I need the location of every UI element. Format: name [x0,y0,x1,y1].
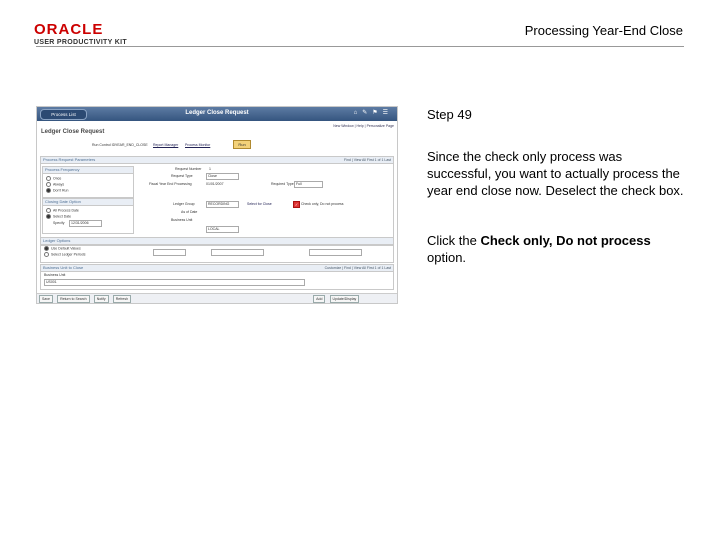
specify-label: Specify [53,221,65,225]
process-list-button[interactable]: Process List [40,109,87,120]
notify-button[interactable]: Notify [94,295,109,303]
request-number-value: 1 [209,167,211,171]
use-default-option[interactable]: Use Default Values [44,246,81,251]
instruction-text: Since the check only process was successful, you want to actually process the year end close now. Deselect the check box. [427,149,684,198]
closing-date-option-box [42,198,134,234]
business-unit-label: Business Unit [171,218,193,222]
request-number-label: Request Number [175,167,202,171]
radio-icon [46,182,51,187]
header-links[interactable]: New Window | Help | Personalize Page [333,124,394,128]
run-button[interactable]: Run [233,140,251,149]
page-footer [37,293,397,303]
update-display-button[interactable]: Update/Display [330,295,360,303]
radio-selected-icon [46,188,51,193]
process-frequency-title: Process Frequency [43,167,133,174]
business-unit-header [41,265,393,272]
ledger-options-panel [40,237,394,263]
save-button[interactable]: Save [39,295,53,303]
instruction-action: Click the Check only, Do not process option. [427,233,651,265]
request-type-select[interactable]: Close [206,173,239,180]
ledger-option-field-3[interactable] [309,249,362,256]
report-manager-link[interactable]: Report Manager [153,143,179,147]
ledger-option-field-2[interactable] [211,249,264,256]
business-unit-nav[interactable]: Customize | Find | View All First 1 of 1 Last [324,266,391,270]
refresh-button[interactable]: Refresh [113,295,131,303]
return-to-search-button[interactable]: Return to Search [57,295,89,303]
fiscal-date-label: Fiscal Year End Processing [149,182,192,186]
oracle-upk-logo [34,22,127,46]
ledger-field[interactable]: LOCAL [206,226,239,233]
app-title-bar [37,107,397,121]
panel-nav[interactable]: Find | View All First 1 of 1 Last [344,158,391,162]
toolbar-icons[interactable]: ⌂✎⚑☰ [353,110,393,116]
freq-always-option[interactable]: Always [46,182,64,187]
ledger-option-field-1[interactable] [153,249,186,256]
document-title: Processing Year-End Close [524,23,683,38]
radio-icon [44,252,49,257]
request-type-label: Request Type [171,174,193,178]
process-monitor-link[interactable]: Process Monitor [185,143,211,147]
as-of-date-label: As of Date [181,210,198,214]
ledger-group-field[interactable]: RECORDING [206,201,239,208]
panel-header [41,157,393,164]
select-for-close-link[interactable]: Select for Close [247,202,272,206]
select-periods-option[interactable]: Select Ledger Periods [44,252,85,257]
logo-subtitle: USER PRODUCTIVITY KIT [34,39,127,46]
closing-date-option-title: Closing Date Option [43,199,133,206]
required-type-select[interactable]: Full [294,181,323,188]
panel-title: Process Request Parameters [43,157,96,162]
page-title: Ledger Close Request [41,129,105,135]
business-unit-column: Business Unit [44,273,66,277]
step-number: Step 49 [427,107,472,122]
check-only-checkbox[interactable]: ✓ [294,202,299,207]
business-unit-field[interactable]: US001 [44,279,305,286]
check-only-label[interactable]: Check only, Do not process [301,202,344,206]
fiscal-date-value: 01/01/2007 [206,182,224,186]
app-bar-title: Ledger Close Request [185,110,249,116]
run-control-label: Run Control ID: [92,143,117,147]
specify-date-field[interactable]: 12/31/2006 [69,220,102,227]
radio-selected-icon [44,246,49,251]
select-date-option[interactable]: Select Date [46,214,71,219]
logo-wordmark: ORACLE [34,21,104,38]
all-process-date-option[interactable]: All Process Date [46,208,79,213]
business-unit-panel [40,264,394,290]
app-screenshot [36,106,398,304]
freq-dont-run-option[interactable]: Don't Run [46,188,68,193]
ledger-options-title: Ledger Options [41,238,393,245]
radio-icon [46,208,51,213]
add-button[interactable]: Add [313,295,325,303]
radio-selected-icon [46,214,51,219]
process-request-panel [40,156,394,246]
freq-once-option[interactable]: Once [46,176,61,181]
radio-icon [46,176,51,181]
run-control-value: YEAR_END_CLOSE [115,143,148,147]
action-target: Check only, Do not process [480,233,651,248]
business-unit-title: Business Unit to Close [43,265,84,270]
ledger-group-label: Ledger Group [173,202,195,206]
header-divider [36,46,684,47]
process-frequency-box [42,166,134,198]
required-type-label: Required Type [271,182,294,186]
